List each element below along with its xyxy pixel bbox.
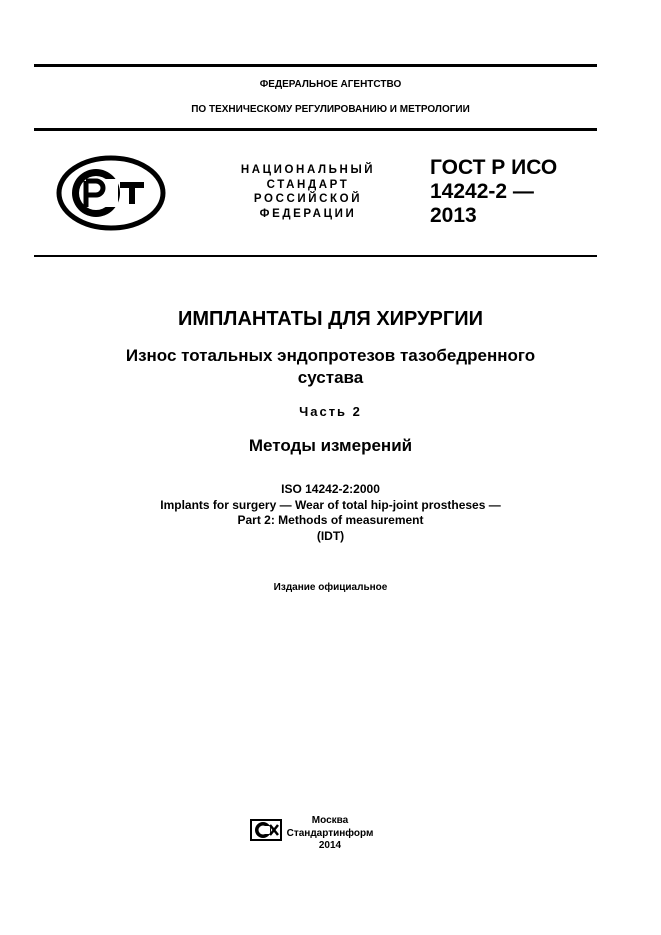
national-line: ФЕДЕРАЦИИ [259, 207, 357, 220]
rst-logo-icon [56, 155, 166, 231]
top-rule [34, 64, 597, 67]
publisher-block [285, 815, 375, 853]
part-number: Часть 2 [299, 404, 362, 419]
publisher-year: 2014 [318, 840, 342, 851]
part-title: Методы измерений [248, 436, 413, 455]
standard-rule [34, 255, 597, 257]
publisher-city: Москва [311, 815, 349, 826]
gost-line: ГОСТ Р ИСО [430, 156, 558, 179]
national-standard-label [222, 163, 394, 221]
agency-line-1: ФЕДЕРАЛЬНОЕ АГЕНТСТВО [259, 79, 402, 90]
iso-line: Implants for surgery — Wear of total hip-joint prostheses — [160, 497, 501, 512]
header-rule [34, 128, 597, 131]
standartinform-logo-icon [250, 817, 283, 843]
subtitle-line-1: Износ тотальных эндопротезов тазобедренного [125, 346, 536, 365]
iso-reference [0, 482, 661, 544]
national-line: НАЦИОНАЛЬНЫЙ [240, 164, 376, 176]
publisher-name: Стандартинформ [286, 827, 374, 839]
main-title: ИМПЛАНТАТЫ ДЛЯ ХИРУРГИИ [178, 308, 483, 330]
iso-line: ISO 14242-2:2000 [281, 482, 380, 496]
edition-label: Издание официальное [273, 582, 388, 593]
gost-line: 14242-2 — [430, 180, 534, 203]
iso-line: Part 2: Methods of measurement [237, 513, 424, 527]
gost-number [430, 156, 557, 228]
agency-line-2: ПО ТЕХНИЧЕСКОМУ РЕГУЛИРОВАНИЮ И МЕТРОЛОГИИ [191, 104, 470, 115]
national-line: СТАНДАРТ [266, 178, 350, 191]
national-line: РОССИЙСКОЙ [253, 193, 363, 205]
subtitle-line-2: сустава [297, 368, 364, 387]
iso-line: (IDT) [316, 528, 345, 543]
gost-line: 2013 [430, 204, 477, 227]
